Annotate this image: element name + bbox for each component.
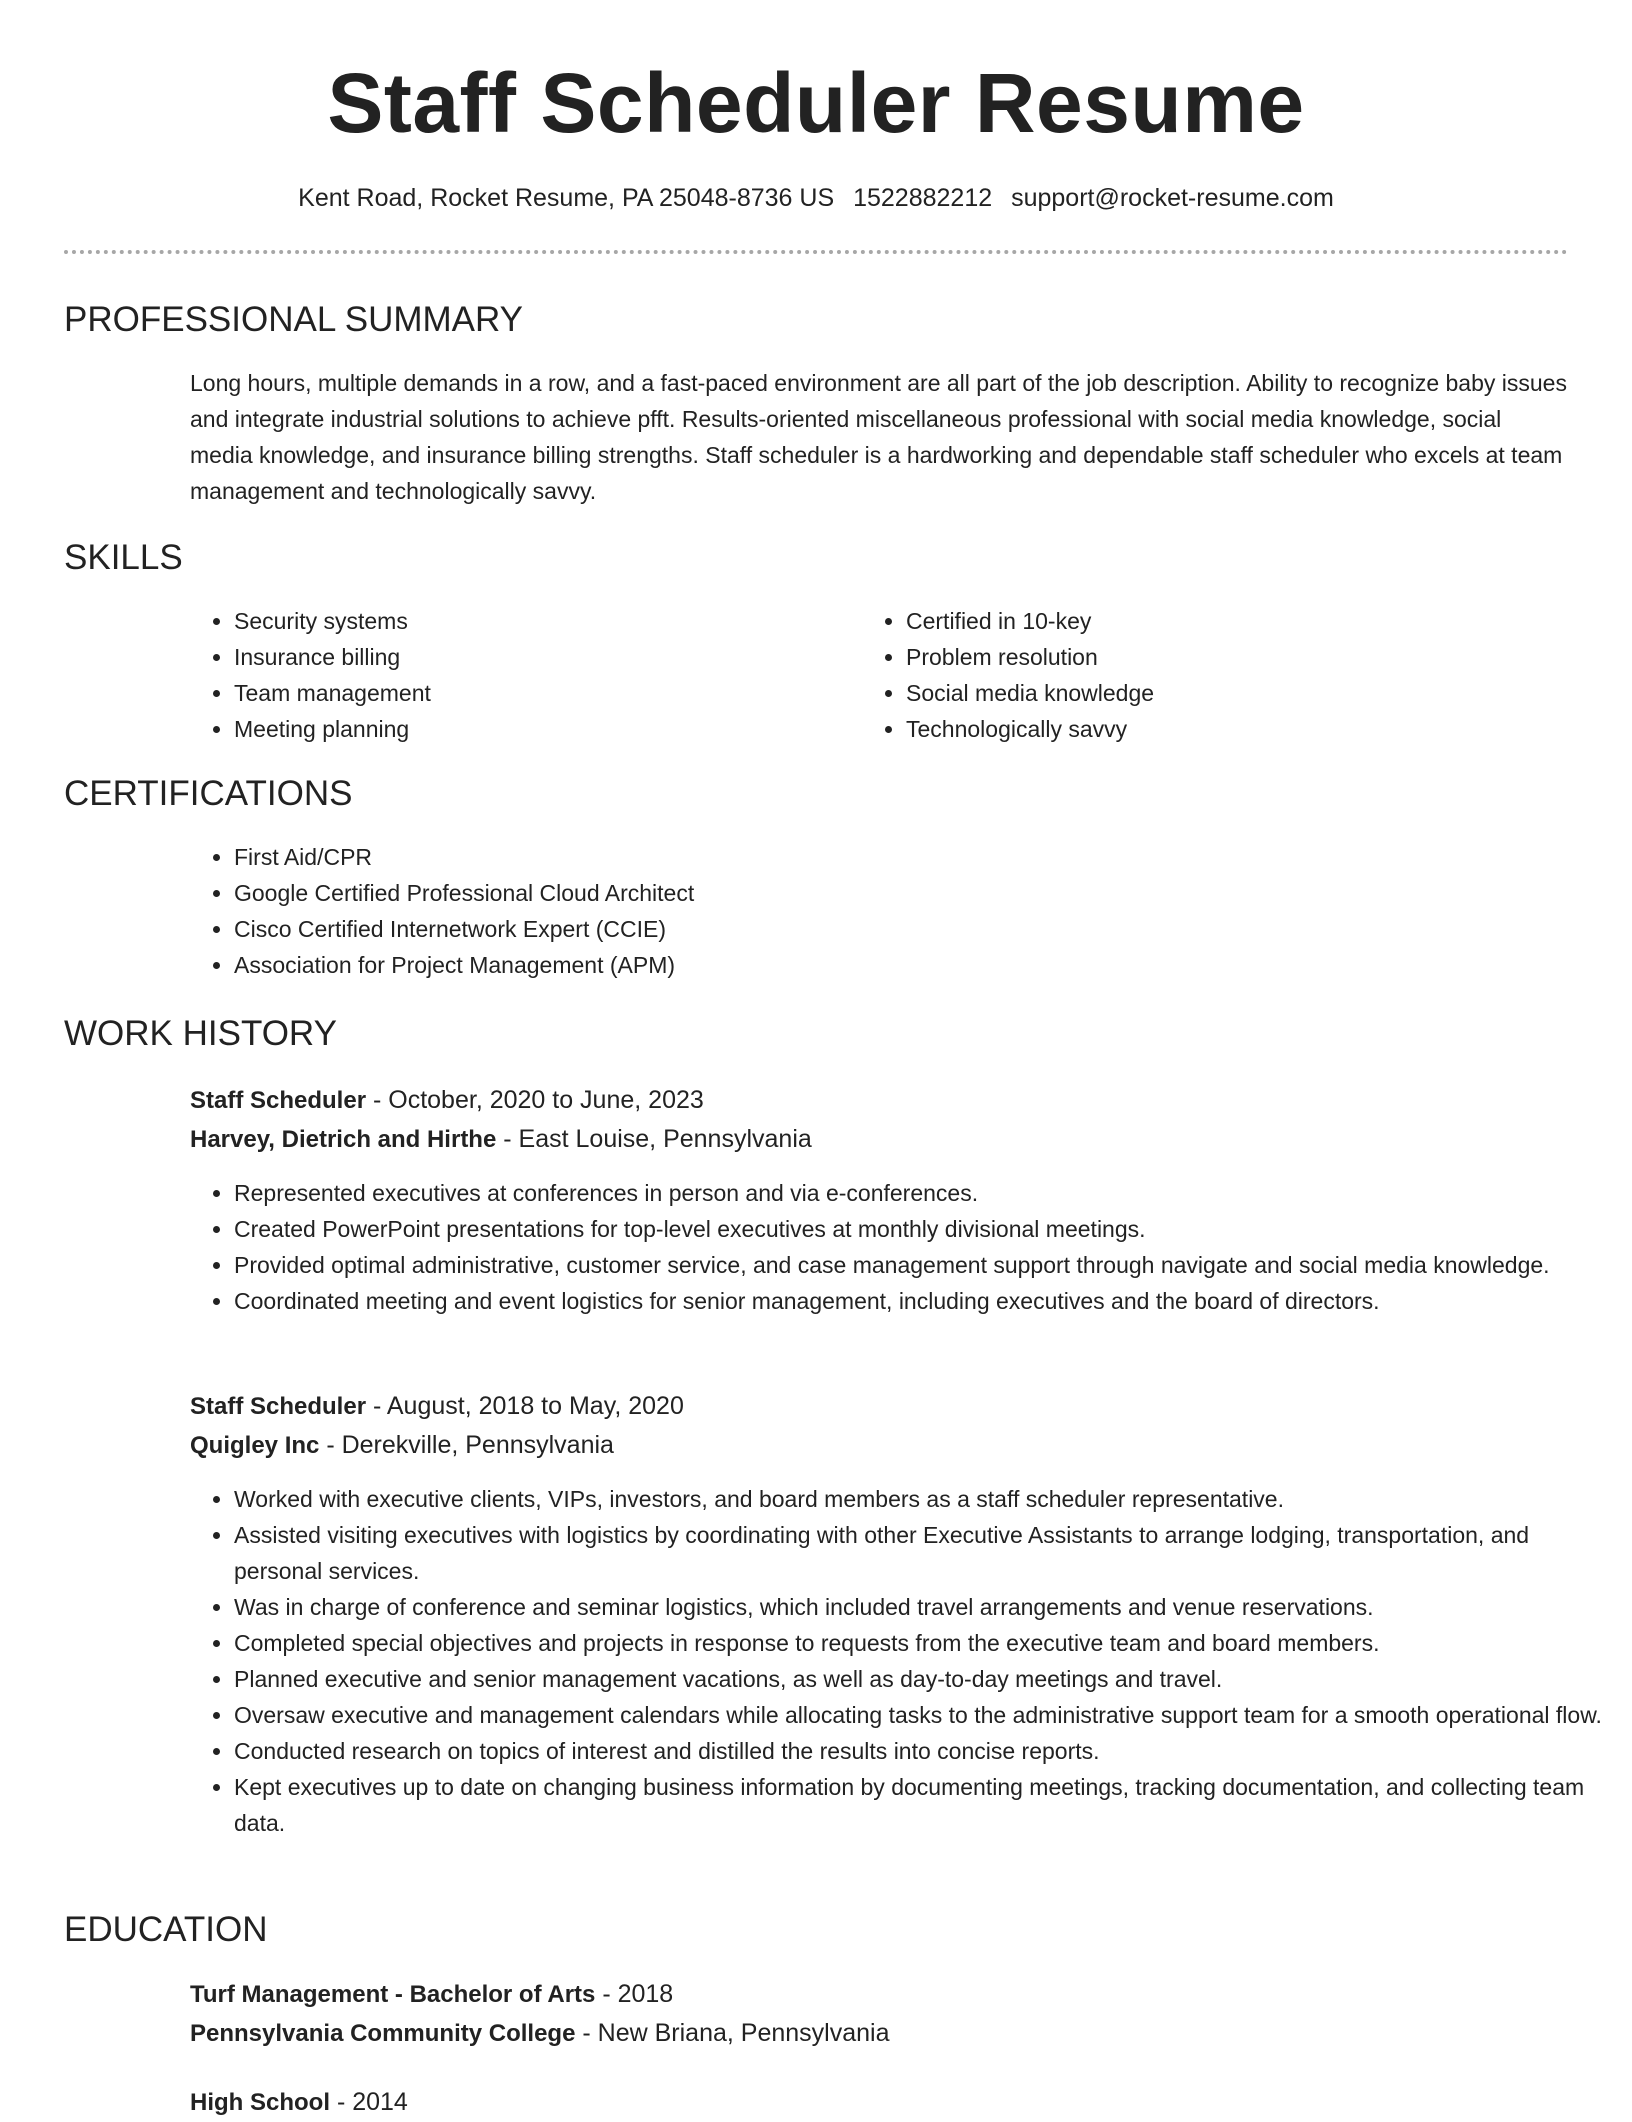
skill-item: • Insurance billing	[234, 639, 854, 675]
job-company: Quigley Inc	[190, 1432, 320, 1459]
certifications-heading: CERTIFICATIONS	[64, 774, 353, 813]
education-degree-line	[190, 2083, 408, 2122]
work-history-heading: WORK HISTORY	[64, 1014, 337, 1053]
education-heading: EDUCATION	[64, 1910, 268, 1949]
skill-item: • Technologically savvy	[906, 711, 1526, 747]
skill-item: • Certified in 10-key	[906, 603, 1526, 639]
education-year: - 2014	[330, 2088, 408, 2116]
job-dates: - October, 2020 to June, 2023	[366, 1086, 704, 1114]
skill-item: • Team management	[234, 675, 854, 711]
job-title-line	[190, 1387, 684, 1426]
job-bullet: • Represented executives at conferences in person and via e-conferences.	[234, 1175, 1614, 1211]
summary-heading: PROFESSIONAL SUMMARY	[64, 300, 523, 339]
job-location: - East Louise, Pennsylvania	[496, 1125, 812, 1153]
job-title: Staff Scheduler	[190, 1393, 367, 1420]
education-degree: High School	[190, 2089, 330, 2116]
skill-item: • Security systems	[234, 603, 854, 639]
certifications-list	[190, 839, 1534, 983]
job-bullets	[190, 1175, 1614, 1319]
skill-item: • Social media knowledge	[906, 675, 1526, 711]
job-company-line	[190, 1120, 812, 1159]
job-company: Harvey, Dietrich and Hirthe	[190, 1126, 497, 1153]
certification-item: • Google Certified Professional Cloud Architect	[234, 875, 1534, 911]
education-school: Pennsylvania Community College	[190, 2020, 576, 2047]
job-title: Staff Scheduler	[190, 1087, 367, 1114]
skills-list-left	[190, 603, 854, 747]
skill-item: • Problem resolution	[906, 639, 1526, 675]
education-location: - New Briana, Pennsylvania	[575, 2019, 890, 2047]
job-bullet: • Worked with executive clients, VIPs, investors, and board members as a staff scheduler representative.	[234, 1481, 1614, 1517]
certification-item: • Cisco Certified Internetwork Expert (CCIE)	[234, 911, 1534, 947]
job-dates: - August, 2018 to May, 2020	[366, 1392, 684, 1420]
header-divider	[64, 250, 1568, 254]
education-degree-line	[190, 1975, 673, 2014]
contact-address: Kent Road, Rocket Resume, PA 25048-8736 US	[298, 184, 835, 212]
contact-phone: 1522882212	[853, 184, 993, 212]
job-bullet: • Oversaw executive and management calendars while allocating tasks to the administrative support team for a smooth operational flow.	[234, 1697, 1614, 1733]
job-company-line	[190, 1426, 614, 1465]
job-bullet: • Kept executives up to date on changing business information by documenting meetings, tracking documentation, and collecting team data.	[234, 1769, 1614, 1841]
skills-list-right	[862, 603, 1526, 747]
education-year: - 2018	[595, 1980, 674, 2008]
certification-item: • Association for Project Management (APM)	[234, 947, 1534, 983]
skills-heading: SKILLS	[64, 538, 183, 577]
summary-text: Long hours, multiple demands in a row, and a fast-paced environment are all part of the job description. Ability to recognize baby issues and integrate industrial solutions to achieve pfft. Results-oriented miscellaneous professional with social media knowledge, social media knowledge, and insurance billing strengths. Staff scheduler is a hardworking and dependable staff scheduler who excels at team management and technologically savvy.	[190, 370, 1567, 504]
job-bullets	[190, 1481, 1614, 1841]
education-degree: Turf Management - Bachelor of Arts	[190, 1981, 596, 2008]
contact-line	[0, 180, 1632, 216]
job-bullet: • Provided optimal administrative, customer service, and case management support through navigate and social media knowledge.	[234, 1247, 1614, 1283]
certification-item: • First Aid/CPR	[234, 839, 1534, 875]
job-bullet: • Assisted visiting executives with logistics by coordinating with other Executive Assistants to arrange lodging, transportation, and personal services.	[234, 1517, 1614, 1589]
contact-email: support@rocket-resume.com	[1011, 184, 1334, 212]
job-bullet: • Completed special objectives and projects in response to requests from the executive team and board members.	[234, 1625, 1614, 1661]
skill-item: • Meeting planning	[234, 711, 854, 747]
education-school-line	[190, 2014, 889, 2053]
job-bullet: • Conducted research on topics of interest and distilled the results into concise reports.	[234, 1733, 1614, 1769]
job-bullet: • Was in charge of conference and seminar logistics, which included travel arrangements and venue reservations.	[234, 1589, 1614, 1625]
job-bullet: • Created PowerPoint presentations for top-level executives at monthly divisional meetings.	[234, 1211, 1614, 1247]
job-title-line	[190, 1081, 704, 1120]
job-location: - Derekville, Pennsylvania	[319, 1431, 614, 1459]
job-bullet: • Planned executive and senior management vacations, as well as day-to-day meetings and travel.	[234, 1661, 1614, 1697]
resume-title: Staff Scheduler Resume	[327, 56, 1305, 150]
job-bullet: • Coordinated meeting and event logistics for senior management, including executives and the board of directors.	[234, 1283, 1614, 1319]
